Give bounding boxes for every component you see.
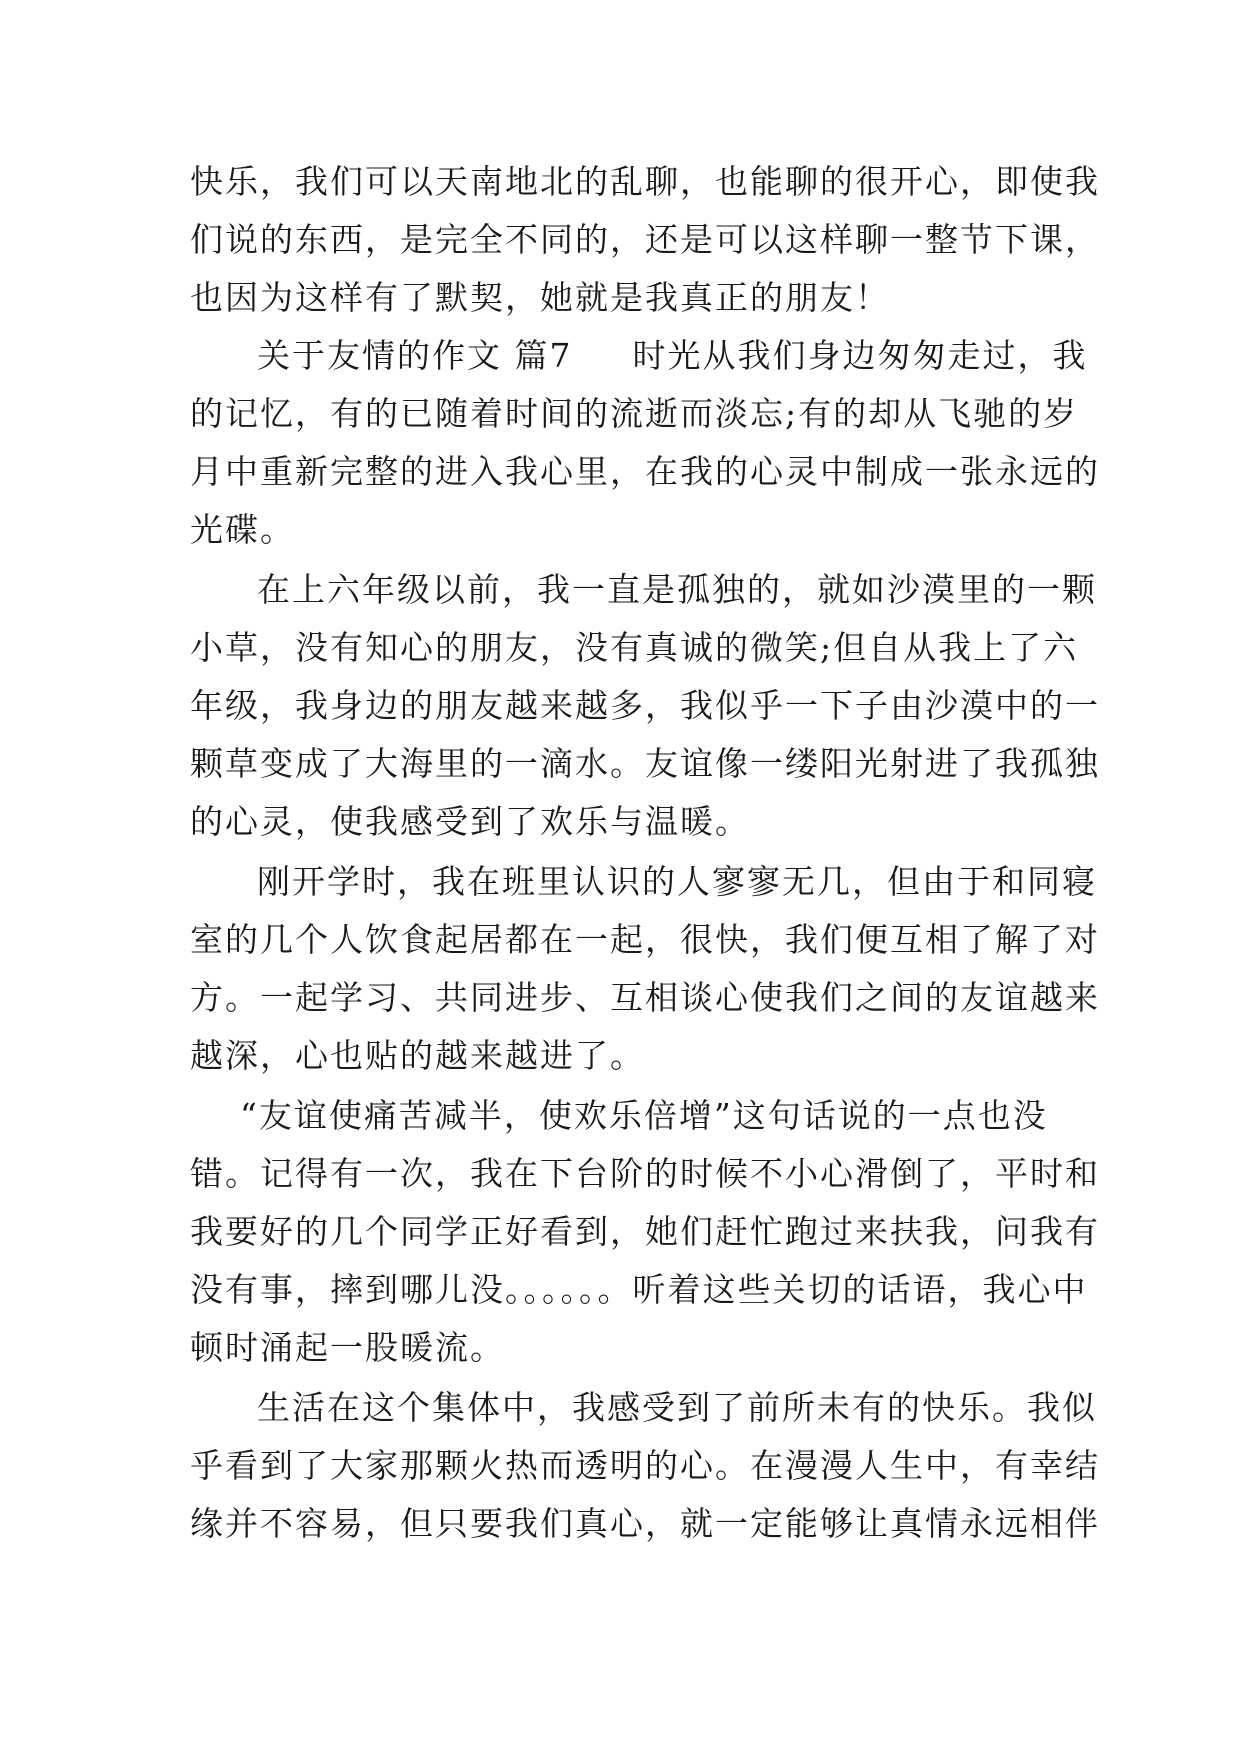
text-line: 光碟。 bbox=[190, 510, 295, 549]
text-line: 缘并不容易，但只要我们真心，就一定能够让真情永远相伴 bbox=[190, 1504, 1100, 1543]
text-line: 们说的东西，是完全不同的，还是可以这样聊一整节下课， bbox=[190, 220, 1100, 259]
text-line: 没有事，摔到哪儿没。。。。。。听着这些关切的话语，我心中 bbox=[190, 1270, 1088, 1309]
text-line: “友谊使痛苦减半，使欢乐倍增”这句话说的一点也没 bbox=[240, 1096, 1048, 1135]
text-line: 在上六年级以前，我一直是孤独的，就如沙漠里的一颗 bbox=[257, 570, 1097, 609]
text-line: 乎看到了大家那颗火热而透明的心。在漫漫人生中，有幸结 bbox=[190, 1446, 1100, 1485]
text-line: 越深，心也贴的越来越进了。 bbox=[190, 1036, 645, 1075]
paragraph-start: 时光从我们身边匆匆走过，我 bbox=[632, 336, 1088, 375]
text-line: 的记忆，有的已随着时间的流逝而淡忘;有的却从飞驰的岁 bbox=[190, 394, 1079, 433]
text-line: 顿时涌起一股暖流。 bbox=[190, 1328, 505, 1367]
section-heading: 关于友情的作文 篇7 bbox=[257, 336, 573, 375]
text-line: 的心灵，使我感受到了欢乐与温暖。 bbox=[190, 802, 750, 841]
text-line: 年级，我身边的朋友越来越多，我似乎一下子由沙漠中的一 bbox=[190, 686, 1100, 725]
text-line: 颗草变成了大海里的一滴水。友谊像一缕阳光射进了我孤独 bbox=[190, 744, 1100, 783]
text-line: 刚开学时，我在班里认识的人寥寥无几，但由于和同寝 bbox=[257, 862, 1097, 901]
text-line: 生活在这个集体中，我感受到了前所未有的快乐。我似 bbox=[257, 1388, 1097, 1427]
text-line: 月中重新完整的进入我心里，在我的心灵中制成一张永远的 bbox=[190, 452, 1100, 491]
text-line: 我要好的几个同学正好看到，她们赶忙跑过来扶我，问我有 bbox=[190, 1212, 1100, 1251]
text-line: 快乐，我们可以天南地北的乱聊，也能聊的很开心，即使我 bbox=[190, 162, 1100, 201]
text-line: 小草，没有知心的朋友，没有真诚的微笑;但自从我上了六 bbox=[190, 628, 1079, 667]
text-line: 室的几个人饮食起居都在一起，很快，我们便互相了解了对 bbox=[190, 920, 1100, 959]
section-heading-line bbox=[257, 326, 1137, 386]
text-line: 方。一起学习、共同进步、互相谈心使我们之间的友谊越来 bbox=[190, 978, 1100, 1017]
text-line: 错。记得有一次，我在下台阶的时候不小心滑倒了，平时和 bbox=[190, 1154, 1100, 1193]
text-line: 也因为这样有了默契，她就是我真正的朋友！ bbox=[190, 278, 890, 317]
